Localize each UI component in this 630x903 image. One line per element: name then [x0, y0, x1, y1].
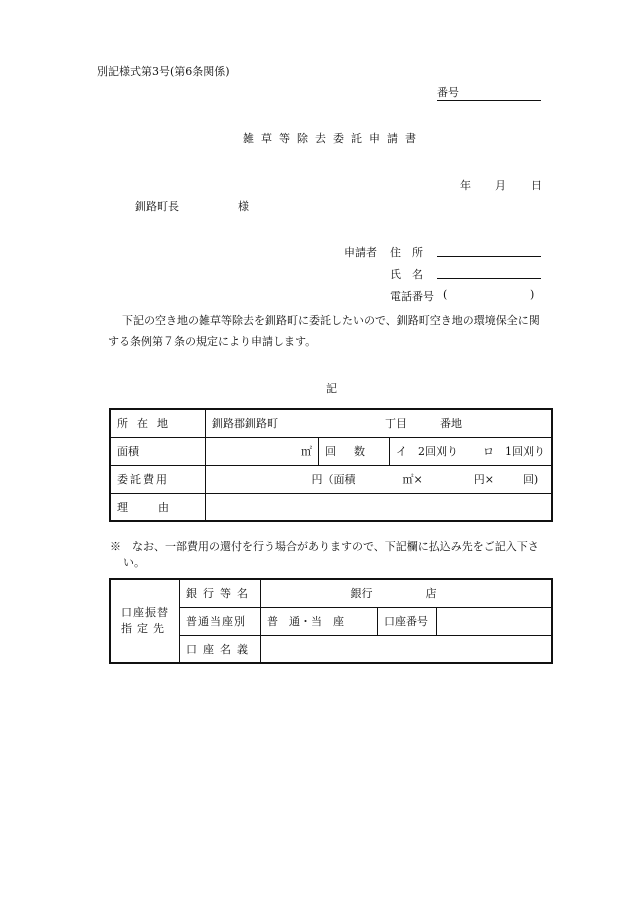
location-label: 所在地 — [117, 417, 177, 431]
number-label: 番号 — [437, 84, 541, 101]
account-type-value-cell[interactable] — [261, 607, 378, 635]
fee-row — [110, 465, 552, 493]
count-options-cell[interactable] — [390, 437, 553, 465]
location-prefix: 釧路郡釧路町 — [212, 417, 278, 431]
location-chome: 丁目 — [385, 417, 407, 431]
applicant-label: 申請者 — [344, 246, 377, 259]
count-label-cell — [319, 437, 390, 465]
addressee-honorific: 様 — [238, 200, 249, 213]
account-holder-label: 口座名義 — [186, 642, 254, 656]
number-field[interactable] — [437, 84, 541, 101]
bank-word: 銀行 — [350, 587, 373, 601]
fee-yen: 円（面積 — [311, 473, 356, 486]
area-label-cell — [110, 437, 206, 465]
reason-label: 理由 — [117, 500, 199, 514]
location-value-cell[interactable] — [206, 409, 553, 437]
applicant-address-label: 住 所 — [390, 246, 423, 259]
account-number-label-cell — [378, 607, 437, 635]
applicant-name-field[interactable] — [437, 266, 541, 279]
account-holder-value-cell[interactable] — [261, 635, 553, 663]
account-type-label: 普通当座別 — [186, 615, 246, 628]
reason-value-cell[interactable] — [206, 493, 553, 521]
body-text-line1: 下記の空き地の雑草等除去を釧路町に委託したいので、釧路町空き地の環境保全に関 — [122, 314, 540, 327]
area-label: 面積 — [117, 445, 139, 458]
fee-yen2: 円× — [473, 473, 494, 486]
application-details-table — [109, 408, 553, 522]
branch-word: 店 — [425, 587, 437, 601]
applicant-name-label: 氏 名 — [390, 268, 423, 281]
transfer-group-label-cell — [110, 579, 180, 663]
phone-paren-close: ) — [530, 288, 535, 301]
location-banchi: 番地 — [440, 417, 462, 431]
form-reference: 別記様式第3号(第6条関係) — [97, 65, 230, 78]
location-row — [110, 409, 552, 437]
fee-value-cell[interactable] — [206, 465, 553, 493]
ki-marker: 記 — [326, 382, 337, 395]
count-label: 回数 — [325, 445, 383, 458]
reason-row — [110, 493, 552, 521]
bank-name-value-cell[interactable] — [261, 579, 553, 607]
bank-transfer-table — [109, 578, 553, 664]
reason-label-cell — [110, 493, 206, 521]
date-month: 月 — [495, 179, 506, 192]
area-row — [110, 437, 552, 465]
applicant-phone-label: 電話番号 — [390, 290, 434, 303]
document-title: 雑草等除去委託申請書 — [243, 132, 423, 145]
account-type-label-cell — [180, 607, 261, 635]
body-text-line2: する条例第７条の規定により申請します。 — [108, 335, 317, 348]
bank-name-row — [110, 579, 552, 607]
transfer-group-label-2: 指定先 — [121, 622, 169, 635]
fee-m2: ㎡× — [402, 473, 423, 486]
applicant-address-field[interactable] — [437, 244, 541, 257]
fee-times: 回) — [522, 473, 539, 486]
area-unit: ㎡ — [301, 445, 312, 458]
area-value-cell[interactable] — [206, 437, 319, 465]
addressee-name: 釧路町長 — [135, 200, 179, 213]
account-number-value-cell[interactable] — [437, 607, 553, 635]
phone-paren-open: ( — [443, 288, 448, 301]
account-holder-label-cell — [180, 635, 261, 663]
bank-name-label-cell — [180, 579, 261, 607]
fee-label: 委託費用 — [117, 473, 169, 486]
refund-note-line2: い。 — [123, 556, 145, 569]
transfer-group-label-1: 口座振替 — [121, 606, 169, 619]
date-year: 年 — [460, 179, 471, 192]
date-day: 日 — [531, 179, 542, 192]
count-option-1[interactable]: イ 2回刈り — [396, 445, 458, 458]
account-type-value[interactable]: 普 通・当 座 — [267, 615, 344, 628]
location-label-cell — [110, 409, 206, 437]
refund-note-line1: ※ なお、一部費用の還付を行う場合がありますので、下記欄に払込み先をご記入下さ — [110, 540, 539, 553]
count-option-2[interactable]: ロ 1回刈り — [483, 445, 545, 458]
fee-label-cell — [110, 465, 206, 493]
bank-name-label: 銀行等名 — [186, 587, 254, 601]
account-number-label: 口座番号 — [384, 615, 428, 628]
